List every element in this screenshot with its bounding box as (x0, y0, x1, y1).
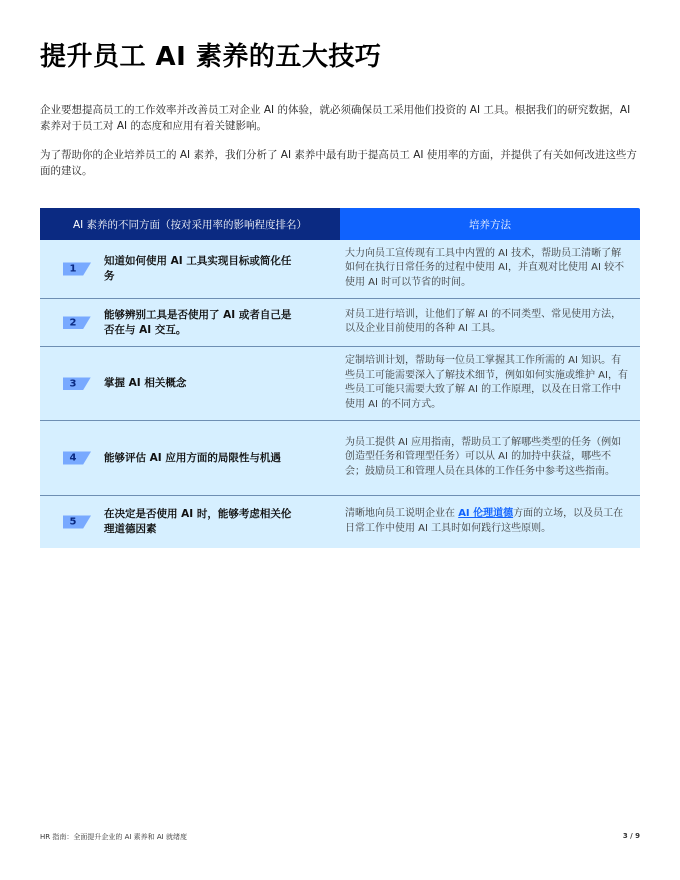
rank-number: 3 (69, 378, 77, 389)
rank-badge (63, 452, 91, 465)
aspect-label: 能够辨别工具是否使用了 AI 或者自己是否在与 AI 交互。 (104, 308, 292, 336)
rank-badge (63, 263, 91, 276)
rank-badge (63, 316, 91, 329)
aspect-label: 知道如何使用 AI 工具实现目标或简化任务 (104, 255, 292, 282)
header-method: 培养方法 (340, 208, 640, 240)
aspect-cell (40, 421, 340, 495)
page-number: 3 / 9 (622, 832, 640, 840)
table-row (40, 299, 640, 347)
aspect-label: 掌握 AI 相关概念 (104, 377, 187, 389)
header-aspect: AI 素养的不同方面（按对采用率的影响程度排名） (40, 208, 340, 240)
method-cell: 定制培训计划，帮助每一位员工掌握其工作所需的 AI 知识。有些员工可能需要深入了解技术细节，例如如何实施或维护 AI，有些员工可能只需要大致了解 AI 的工作原理，以及在日常工作中使用 AI 的不同方式。 (345, 355, 628, 410)
method-cell (340, 496, 640, 548)
table-header (40, 208, 640, 240)
tips-table (40, 208, 640, 548)
aspect-label: 能够评估 AI 应用方面的局限性与机遇 (104, 451, 281, 464)
table-row (40, 421, 640, 496)
ai-ethics-link[interactable]: AI 伦理道德 (458, 508, 514, 519)
intro-paragraph-1: 企业要想提高员工的工作效率并改善员工对企业 AI 的体验，就必须确保员工采用他们投资的 AI 工具。根据我们的研究数据，AI 素养对于员工对 AI 的态度和应用有着关键影响。 (40, 104, 631, 132)
rank-badge (63, 377, 91, 390)
method-text-after: 方面的立场，以及员工在日常工作中使用 AI 工具时如何践行这些原则。 (345, 508, 624, 534)
rank-number: 1 (69, 263, 77, 275)
method-cell: 对员工进行培训，让他们了解 AI 的不同类型、常见使用方法，以及企业目前使用的各种 AI 工具。 (345, 308, 622, 334)
method-text (345, 507, 630, 536)
footer-title: HR 指南：全面提升企业的 AI 素养和 AI 就绪度 (40, 833, 187, 841)
method-text-before: 清晰地向员工说明企业在 (345, 508, 459, 519)
rank-number: 2 (69, 317, 77, 328)
page-footer (40, 832, 640, 842)
aspect-cell (40, 347, 340, 420)
aspect-label: 在决定是否使用 AI 时，能够考虑相关伦理道德因素 (104, 508, 292, 535)
table-row (40, 240, 640, 299)
aspect-cell (40, 240, 340, 298)
page-title: 提升员工 AI 素养的五大技巧 (40, 42, 382, 72)
intro-paragraph-2: 为了帮助你的企业培养员工的 AI 素养，我们分析了 AI 素养中最有助于提高员工 AI 使用率的方面，并提供了有关如何改进这些方面的建议。 (40, 149, 637, 177)
table-row (40, 496, 640, 548)
table-row (40, 347, 640, 421)
rank-number: 4 (69, 452, 77, 464)
method-cell: 为员工提供 AI 应用指南，帮助员工了解哪些类型的任务（例如创造型任务和管理型任务）可以从 AI 的加持中获益，哪些不会；鼓励员工和管理人员在具体的工作任务中参考这些指南。 (345, 436, 622, 477)
rank-number: 5 (69, 516, 77, 528)
aspect-cell (40, 299, 340, 346)
rank-badge (63, 516, 91, 529)
method-cell: 大力向员工宣传现有工具中内置的 AI 技术，帮助员工清晰了解如何在执行日常任务的过程中使用 AI，并直观对比使用 AI 较不使用 AI 时可以节省的时间。 (345, 247, 625, 288)
document-page (40, 0, 640, 880)
aspect-cell (40, 496, 340, 548)
